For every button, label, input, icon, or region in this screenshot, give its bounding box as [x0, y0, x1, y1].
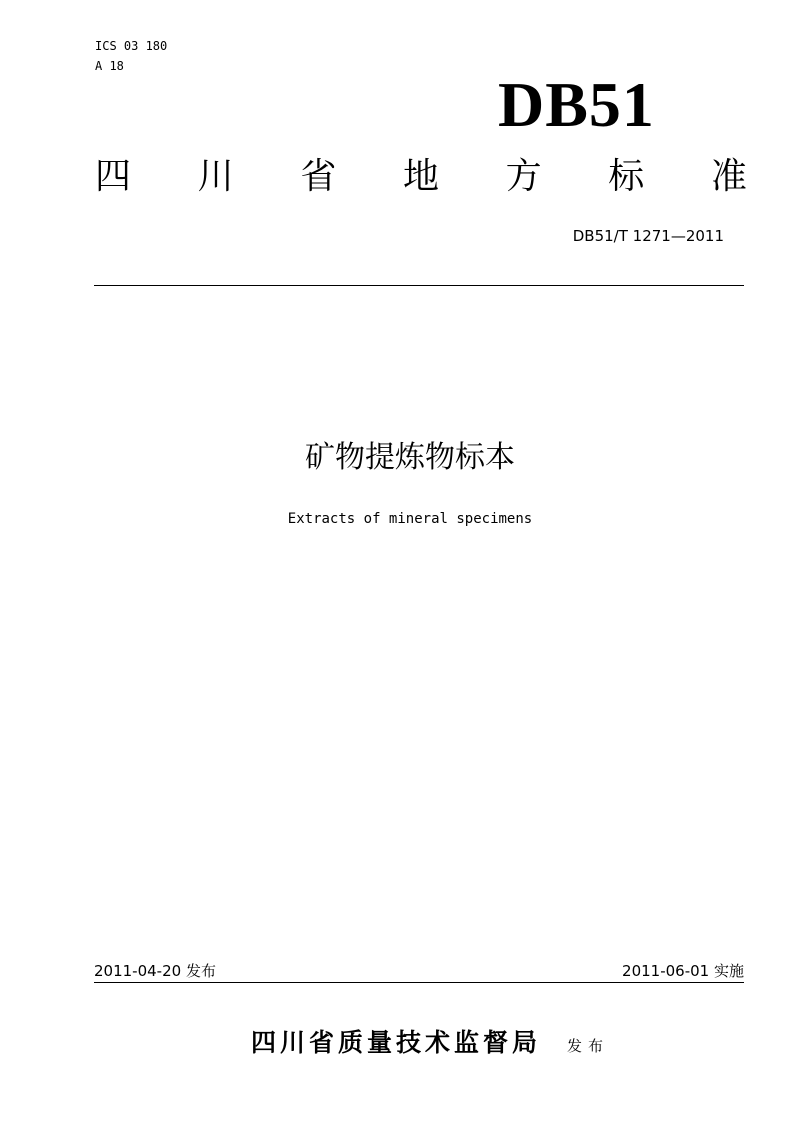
standard-type-char: 川 — [197, 156, 234, 197]
issuer-row — [0, 1026, 800, 1063]
standard-number: DB51/T 1271—2011 — [572, 227, 724, 245]
issuer-name: 四川省质量技术监督局 — [250, 1028, 541, 1057]
standard-type-char: 地 — [402, 156, 439, 197]
ics-code: ICS 03 180 — [95, 39, 168, 53]
issue-date: 2011-04-20 发布 — [94, 962, 216, 980]
standard-type-char: 四 — [95, 156, 132, 197]
standard-type-char: 标 — [608, 156, 645, 197]
standard-type-char: 省 — [300, 156, 337, 197]
standard-logo: DB51 — [498, 69, 655, 140]
document-title-cn: 矿物提炼物标本 — [305, 440, 515, 475]
document-title-en: Extracts of mineral specimens — [287, 511, 533, 527]
implementation-date: 2011-06-01 实施 — [622, 962, 744, 980]
standard-type-char: 方 — [505, 156, 542, 197]
header-divider — [94, 285, 744, 286]
ccs-code: A 18 — [95, 59, 124, 73]
standard-type-heading — [95, 154, 747, 200]
issue-label: 发布 — [567, 1037, 610, 1055]
standard-type-char: 准 — [710, 156, 747, 197]
date-row — [94, 962, 744, 983]
